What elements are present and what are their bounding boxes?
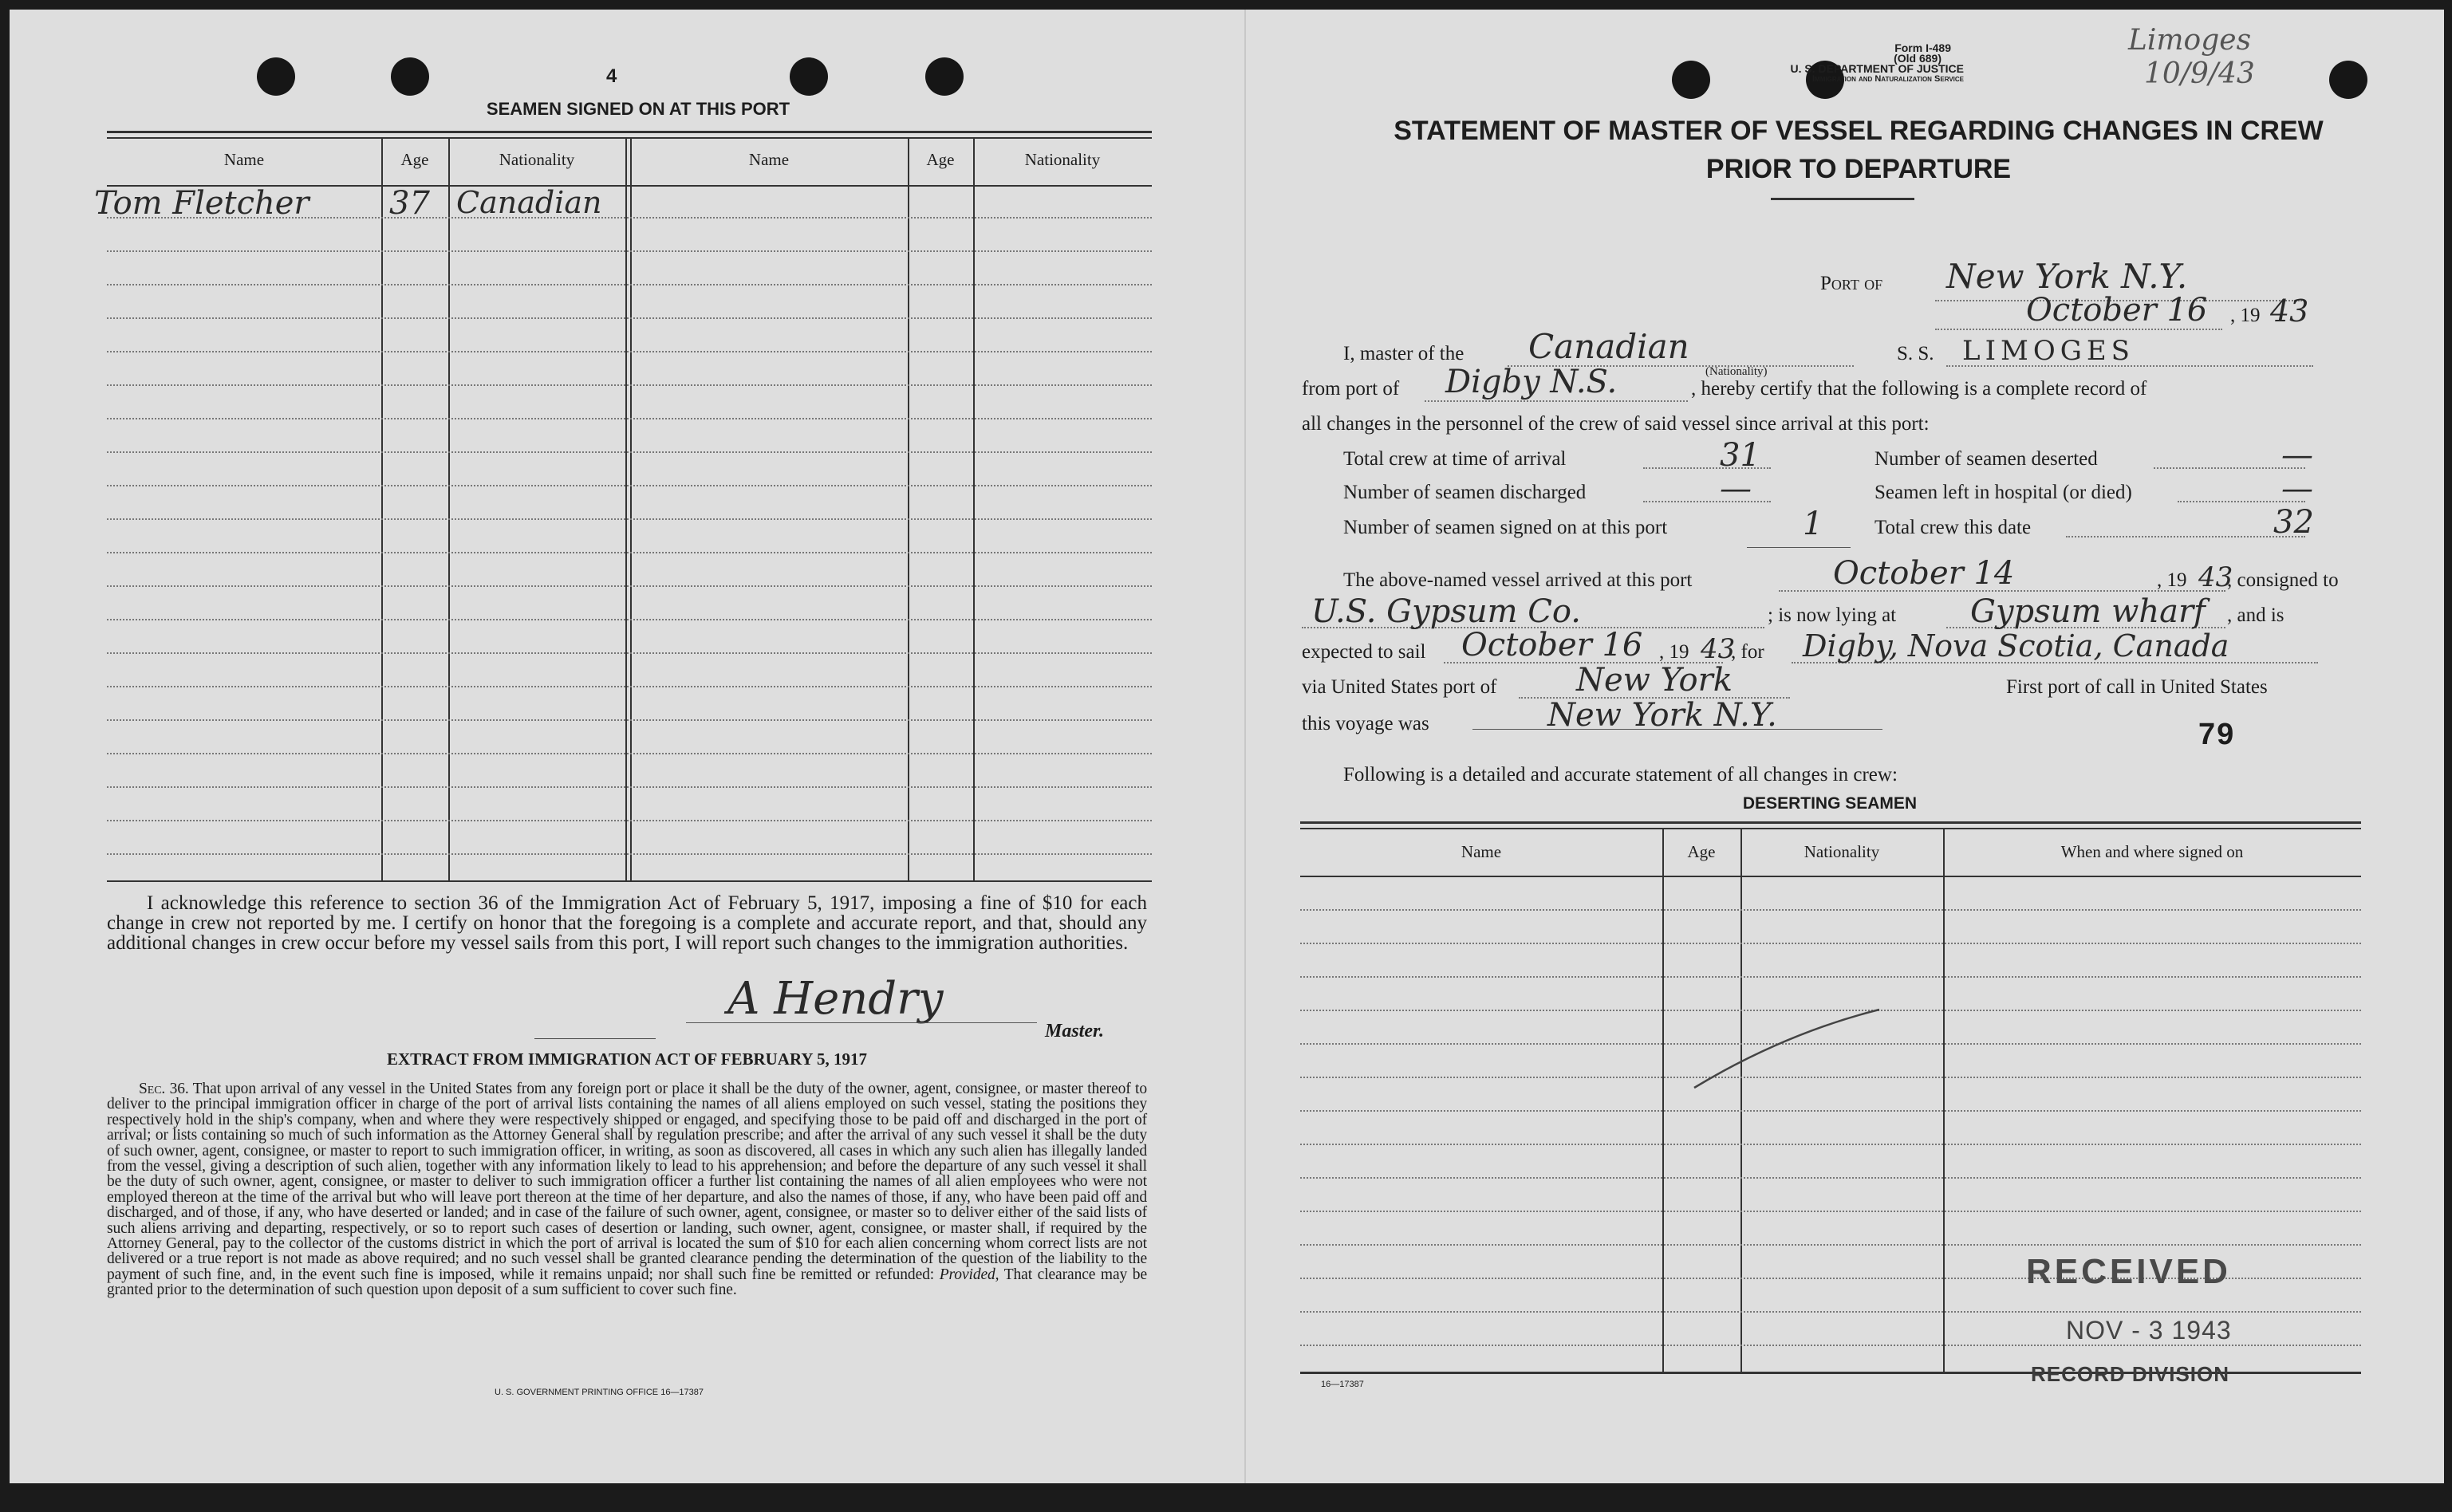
for-label: , for <box>1731 641 1764 663</box>
stat-value: 32 <box>2273 504 2314 541</box>
form-header <box>1244 43 1964 85</box>
nationality-value: Canadian <box>1528 327 1689 366</box>
extract-provided: Provided, <box>939 1266 999 1283</box>
extract-text <box>107 1081 1147 1298</box>
from-port-value: Digby N.S. <box>1445 364 1618 400</box>
deserting-title: DESERTING SEAMEN <box>1742 794 1918 813</box>
entry-name: Tom Fletcher <box>94 185 309 222</box>
port-value: New York N.Y. <box>1946 257 2188 296</box>
desert-header-signed-on: When and where signed on <box>2060 842 2244 861</box>
corner-note-1: Limoges <box>2128 24 2252 57</box>
consignee-value: U.S. Gypsum Co. <box>1311 593 1581 630</box>
stat-label: Number of seamen discharged <box>1343 482 1587 503</box>
stat-value: 31 <box>1720 437 1760 474</box>
master-of-label: I, master of the <box>1343 343 1464 364</box>
col-header-nationality: Nationality <box>499 150 575 169</box>
extract-body: That upon arrival of any vessel in the United States from any foreign port or place it shall be the duty of the owner, agent, consignee, or master thereof to deliver to the principal immigration officer in charge of the port of arrival lists containing the names of all aliens employed on such vessel, stating the positions they respectively hold in the ship's company, when and where they were respectively shipped or engaged, and specifying those to be paid off and discharged in the port of arrival; or lists containing so much of such information as the Attorney General shall by regulation prescribe; and after the arrival of any such vessel it shall be the duty of such owner, agent, consignee, or master to report to such immigration officer, in writing, as soon as discovered, all cases in which any such alien has illegally landed from the vessel, giving a description of such alien, together with any information likely to lead to his apprehension; and before the departure of any such vessel it shall be the duty of such owner, agent, consignee, or master to deliver to such immigration officer a further list containing the names of all alien employees who were not employed thereon at the time of the arrival but who will leave port thereon at the time of her departure, and also the names of those, if any, who have been paid off and discharged, and of those, if any, who have deserted or landed; and in case of the failure of such owner, agent, consignee, or master so to deliver either of the said lists of such aliens arriving and departing, respectively, or so to report such cases of desertion or landing, such owner, agent, consignee, or master shall, if required by the Attorney General, pay to the collector of the customs district in which the port of arrival is located the sum of $10 for each alien concerning whom correct lists are not delivered or a true report is not made as above required; and no such vessel shall be granted clearance pending the determination of the question of the liability to the payment of such fine, and, in the event such fine is imposed, while it remains unpaid; nor shall such fine be remitted or refunded: <box>107 1081 1147 1283</box>
lying-value: Gypsum wharf <box>1970 593 2206 630</box>
stat-label: Number of seamen signed on at this port <box>1343 517 1668 538</box>
expected-label: expected to sail <box>1302 641 1426 663</box>
date-year-value: 43 <box>2270 293 2309 329</box>
corner-note-2: 10/9/43 <box>2144 57 2255 90</box>
form-number: Form I-489 <box>1894 41 1951 54</box>
stat-label: Total crew at time of arrival <box>1343 448 1567 470</box>
desert-header-name: Name <box>1461 842 1502 861</box>
entry-age: 37 <box>389 185 430 222</box>
section-title: SEAMEN SIGNED ON AT THIS PORT <box>486 99 790 119</box>
form-old-number: (Old 689) <box>1894 52 1941 65</box>
master-label: Master. <box>1045 1021 1105 1041</box>
strike-through-mark <box>1691 1005 1882 1093</box>
form-title <box>1324 112 2393 188</box>
stat-value: — <box>1720 471 1752 507</box>
voyage-value: New York N.Y. <box>1547 697 1777 734</box>
arrived-label: The above-named vessel arrived at this port <box>1343 569 1693 591</box>
received-stamp: RECEIVED <box>2026 1252 2231 1291</box>
via-label: via United States port of <box>1302 676 1497 698</box>
sail-year-prefix: , 19 <box>1659 641 1689 663</box>
date-year-prefix: , 19 <box>2230 305 2261 326</box>
from-port-label: from port of <box>1302 378 1400 400</box>
right-page <box>1244 0 2452 1512</box>
extract-section-label: Sec. 36. <box>139 1081 189 1097</box>
first-port-label: First port of call in United States <box>2006 676 2268 698</box>
date-value: October 16 <box>2026 292 2208 329</box>
desert-header-nationality: Nationality <box>1804 842 1880 861</box>
ship-value: LIMOGES <box>1962 335 2135 367</box>
stat-value: — <box>2281 437 2313 474</box>
ss-label: S. S. <box>1897 343 1934 364</box>
department-name: U. S. DEPARTMENT OF JUSTICE <box>1790 62 1964 75</box>
arrived-year-prefix: , 19 <box>2157 569 2187 591</box>
for-value: Digby, Nova Scotia, Canada <box>1803 628 2229 663</box>
printer-line: U. S. GOVERNMENT PRINTING OFFICE 16—17387 <box>495 1388 704 1397</box>
col-header-name: Name <box>223 150 265 169</box>
and-is-label: , and is <box>2227 604 2284 626</box>
printer-line-right: 16—17387 <box>1321 1380 1364 1389</box>
certify-text: , hereby certify that the following is a complete record of <box>1691 378 2147 400</box>
received-division: RECORD DIVISION <box>2031 1362 2230 1386</box>
stat-label: Number of seamen deserted <box>1874 448 2098 470</box>
form-title-line-1: STATEMENT OF MASTER OF VESSEL REGARDING CHANGES IN CREW <box>1394 116 2324 146</box>
col-header-age: Age <box>400 150 429 169</box>
via-value: New York <box>1576 662 1733 699</box>
arrived-date: October 14 <box>1833 555 2015 592</box>
stat-label: Total crew this date <box>1874 517 2032 538</box>
col-header-nationality-2: Nationality <box>1024 150 1101 169</box>
entry-nationality: Canadian <box>456 185 602 220</box>
stat-label: Seamen left in hospital (or died) <box>1874 482 2132 503</box>
desert-header-age: Age <box>1687 842 1716 861</box>
sail-year: 43 <box>1701 633 1736 665</box>
service-name: Immigration and Naturalization Service <box>1811 74 1964 84</box>
form-title-line-2: PRIOR TO DEPARTURE <box>1705 154 2012 184</box>
nationality-caption: (Nationality) <box>1705 365 1768 378</box>
master-signature: A Hendry <box>727 973 944 1025</box>
stat-value: — <box>2281 471 2313 507</box>
port-label: Port of <box>1820 273 1883 294</box>
voyage-label: this voyage was <box>1302 713 1429 734</box>
arrived-year: 43 <box>2198 561 2233 593</box>
stat-value: 1 <box>1803 506 1823 542</box>
certify-text-2: all changes in the personnel of the crew of said vessel since arrival at this port: <box>1302 413 1930 435</box>
extract-tail: That clearance may be granted prior to the determination of such question upon deposit of a sum sufficient to cover such fine. <box>107 1266 1147 1299</box>
consigned-label: , consigned to <box>2227 569 2339 591</box>
received-date: NOV - 3 1943 <box>2066 1316 2232 1345</box>
following-label: Following is a detailed and accurate statement of all changes in crew: <box>1343 764 1898 786</box>
stamp-number: 79 <box>2198 718 2236 751</box>
lying-label: ; is now lying at <box>1768 604 1897 626</box>
col-header-age-2: Age <box>926 150 955 169</box>
acknowledgement-text: I acknowledge this reference to section 36 of the Immigration Act of February 5, 1917, imposing a fine of $10 for each change in crew not reported by me. I certify on honor that the foregoing is a complete and accurate report, and that, should any additional changes in crew occur before my vessel sails from this port, I will report such changes to the immigration authorities. <box>107 892 1147 954</box>
extract-title: EXTRACT FROM IMMIGRATION ACT OF FEBRUARY 5, 1917 <box>386 1049 868 1069</box>
sail-date: October 16 <box>1461 627 1643 663</box>
page-number: 4 <box>606 65 617 87</box>
col-header-name-2: Name <box>748 150 790 169</box>
